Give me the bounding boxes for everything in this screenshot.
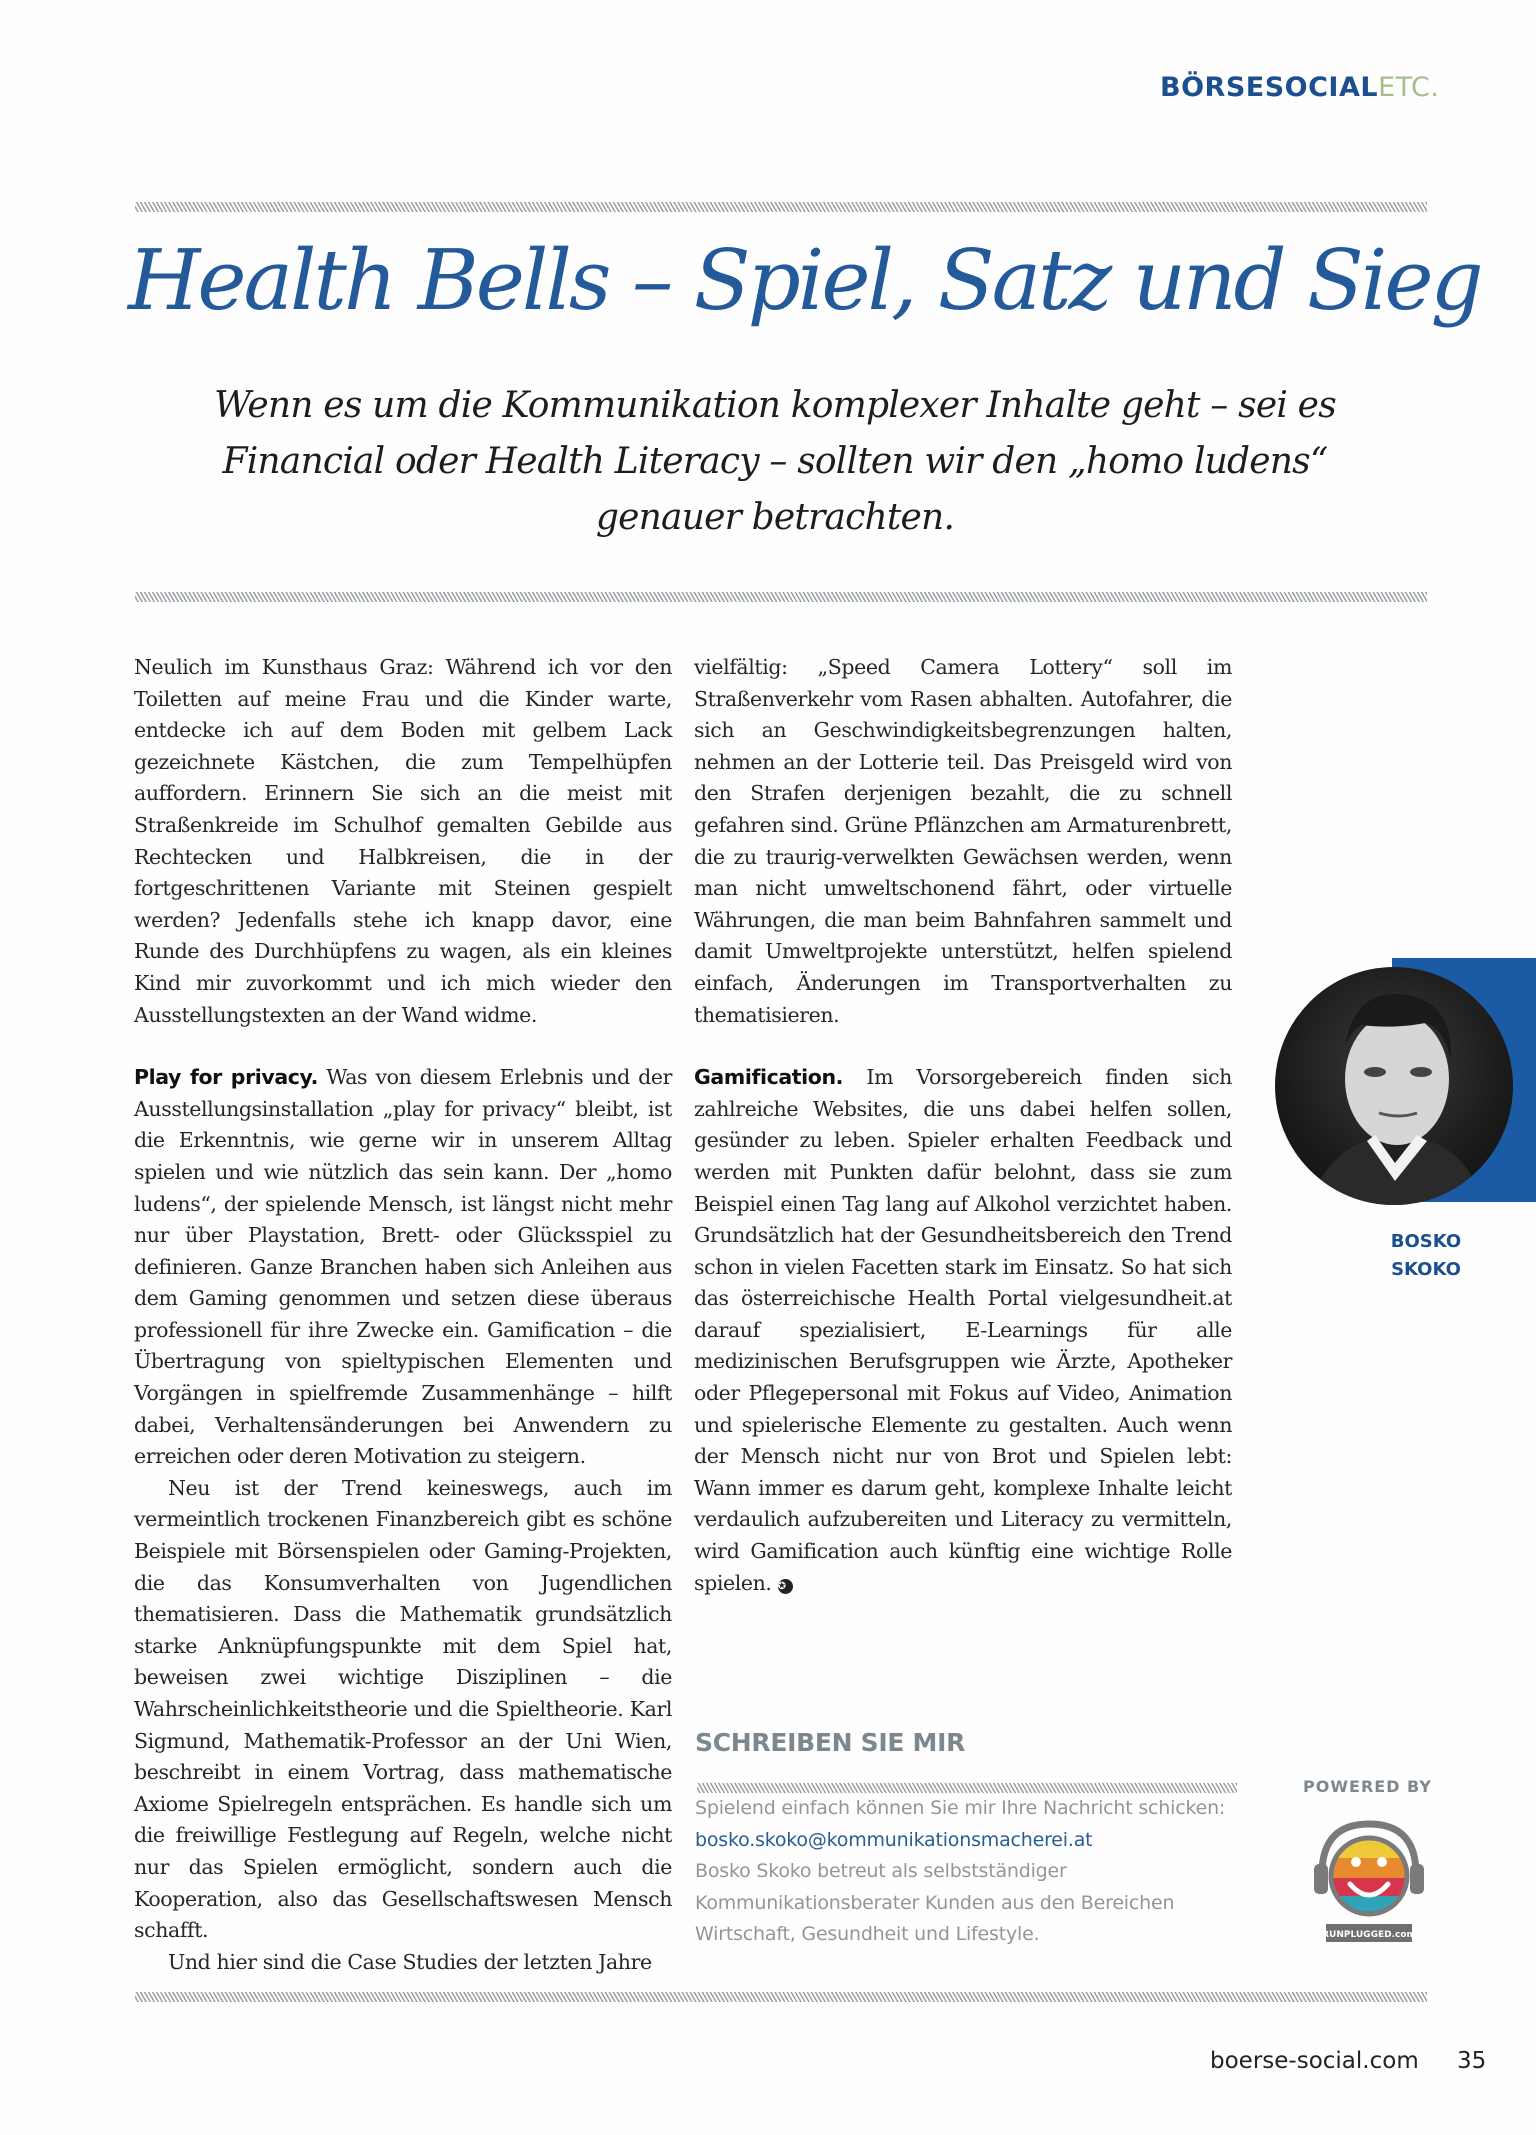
logo-text: RUNPLUGGED.com (1322, 1930, 1416, 1940)
contact-text (695, 1793, 1235, 1951)
author-photo (1275, 967, 1513, 1205)
article-title: Health Bells – Spiel, Satz und Sieg (128, 232, 1481, 329)
divider-lead (135, 592, 1427, 602)
article-lead: Wenn es um die Kommunikation komplexer Inhalte geht – sei es Financial oder Health Literacy – sollten wir den „homo ludens“ genauer betrachten. (214, 385, 1336, 538)
brand-main: BÖRSESOCIAL (1160, 72, 1379, 103)
powered-by-label: POWERED BY (1303, 1777, 1432, 1796)
page-number: 35 (1457, 2048, 1487, 2074)
divider-top (135, 202, 1427, 212)
paragraph-play-for-privacy (134, 1062, 672, 1473)
subhead-play-for-privacy: Play for privacy. (134, 1065, 319, 1090)
divider-bottom (135, 1992, 1427, 2002)
column-1 (134, 652, 672, 1978)
contact-bio: Bosko Skoko betreut als selbstständiger Kommunikationsberater Kunden aus den Bereichen Wirtschaft, Gesundheit und Lifestyle. (695, 1860, 1175, 1945)
portrait-icon (1275, 967, 1513, 1205)
paragraph-text: Was von diesem Erlebnis und der Ausstellungsinstallation „play for privacy“ bleibt, ist die Erkenntnis, wie gerne wir in unserem Alltag spielen und wie nützlich das sein kann. Der „homo ludens“, der spielende Mensch, ist längst nicht mehr nur über Playstation, Brett- oder Glücksspiel zu definieren. Ganze Branchen haben sich Anleihen aus dem Gaming genommen und setzen diese überaus professionell für ihre Zwecke ein. Gamification – die Übertragung von spieltypischen Elementen und Vorgängen in spielfremde Zusammenhänge – hilft dabei, Verhaltensänderungen bei Anwendern zu erreichen oder deren Motivation zu steigern. (134, 1065, 672, 1469)
subhead-gamification: Gamification. (694, 1065, 844, 1090)
author-name (1366, 1228, 1486, 1284)
runplugged-logo[interactable] (1308, 1816, 1430, 1946)
paragraph-intro: Neulich im Kunsthaus Graz: Während ich vor den Toiletten auf meine Frau und die Kinder warte, entdecke ich auf dem Boden mit gelbem Lack gezeichnete Kästchen, die zum Tempelhüpfen auffordern. Erinnern Sie sich an die meist mit Straßenkreide im Schulhof gemalten Gebilde aus Rechtecken und Halbkreisen, die in der fortgeschrittenen Variante mit Steinen gespielt werden? Jedenfalls stehe ich knapp davor, eine Runde des Durchhüpfens zu wagen, als ein kleines Kind mir zuvorkommt und ich mich wieder den Ausstellungstexten an der Wand widme. (134, 655, 672, 1027)
paragraph-case-studies: Und hier sind die Case Studies der letzten Jahre (168, 1949, 652, 1974)
contact-heading: SCHREIBEN SIE MIR (695, 1728, 966, 1757)
brand-logo (1160, 72, 1439, 103)
paragraph-text: Im Vorsorgebereich finden sich zahlreiche Websites, die uns dabei helfen sollen, gesünder zu leben. Spieler erhalten Feedback und werden mit Punkten dafür belohnt, dass sie zum Beispiel einen Tag lang auf Alkohol verzichtet haben. Grundsätzlich hat der Gesundheitsbereich den Trend schon in vielen Facetten stark im Einsatz. So hat sich das österreichische Health Portal vielgesundheit.at darauf spezialisiert, E-Learnings für alle medizinischen Berufsgruppen wie Ärzte, Apotheker oder Pflegepersonal mit Fokus auf Video, Animation und spielerische Elemente zu gestalten. Auch wenn der Mensch nicht nur von Brot und Spielen lebt: Wann immer es darum geht, komplexe Inhalte leicht verdaulich aufzubereiten und Literacy zu vermitteln, wird Gamification auch künftig eine wichtige Rolle spielen. (694, 1065, 1232, 1595)
contact-email-link[interactable]: bosko.skoko@kommunikationsmacherei.at (695, 1828, 1093, 1851)
paragraph-speed-camera: vielfältig: „Speed Camera Lottery“ soll im Straßenverkehr vom Rasen abhalten. Autofahrer, die sich an Geschwindigkeitsbegrenzungen halten, nehmen an der Lotterie teil. Das Preisgeld wird von den Strafen derjenigen bezahlt, die zu schnell gefahren sind. Grüne Pflänzchen am Armaturenbrett, die zu traurig-verwelkten Gewächsen werden, wenn man nicht umweltschonend fährt, oder virtuelle Währungen, die man beim Bahnfahren sammelt und damit Umweltprojekte unterstützt, helfen spielend einfach, Änderungen im Transportverhalten zu thematisieren. (694, 655, 1232, 1027)
end-mark-icon: ✪ (778, 1579, 793, 1594)
contact-intro: Spielend einfach können Sie mir Ihre Nachricht schicken: (695, 1797, 1226, 1819)
headphone-smiley-icon (1308, 1816, 1430, 1946)
author-last-name: SKOKO (1391, 1259, 1461, 1280)
paragraph-trend: Neu ist der Trend keineswegs, auch im vermeintlich trockenen Finanzbereich gibt es schöne Beispiele mit Börsenspielen oder Gaming-Projekten, die das Konsumverhalten von Jugendlichen thematisieren. Dass die Mathematik grundsätzlich starke Anknüpfungspunkte mit dem Spiel hat, beweisen zwei wichtige Disziplinen – die Wahrscheinlichkeitstheorie und die Spieltheorie. Karl Sigmund, Mathematik-Professor an der Uni Wien, beschreibt in einem Vortrag, dass mathematische Axiome Spielregeln entsprächen. Es handle sich um die freiwillige Festlegung auf Regeln, welche nicht nur das Spielen ermöglicht, sondern auch die Kooperation, also das Gesellschaftswesen Mensch schafft. (134, 1475, 672, 1943)
column-2 (694, 652, 1232, 1599)
footer-url[interactable]: boerse-social.com (1210, 2048, 1419, 2074)
divider-contact (697, 1783, 1237, 1793)
paragraph-gamification (694, 1062, 1232, 1599)
brand-sub: ETC. (1378, 72, 1440, 103)
author-first-name: BOSKO (1390, 1231, 1462, 1252)
